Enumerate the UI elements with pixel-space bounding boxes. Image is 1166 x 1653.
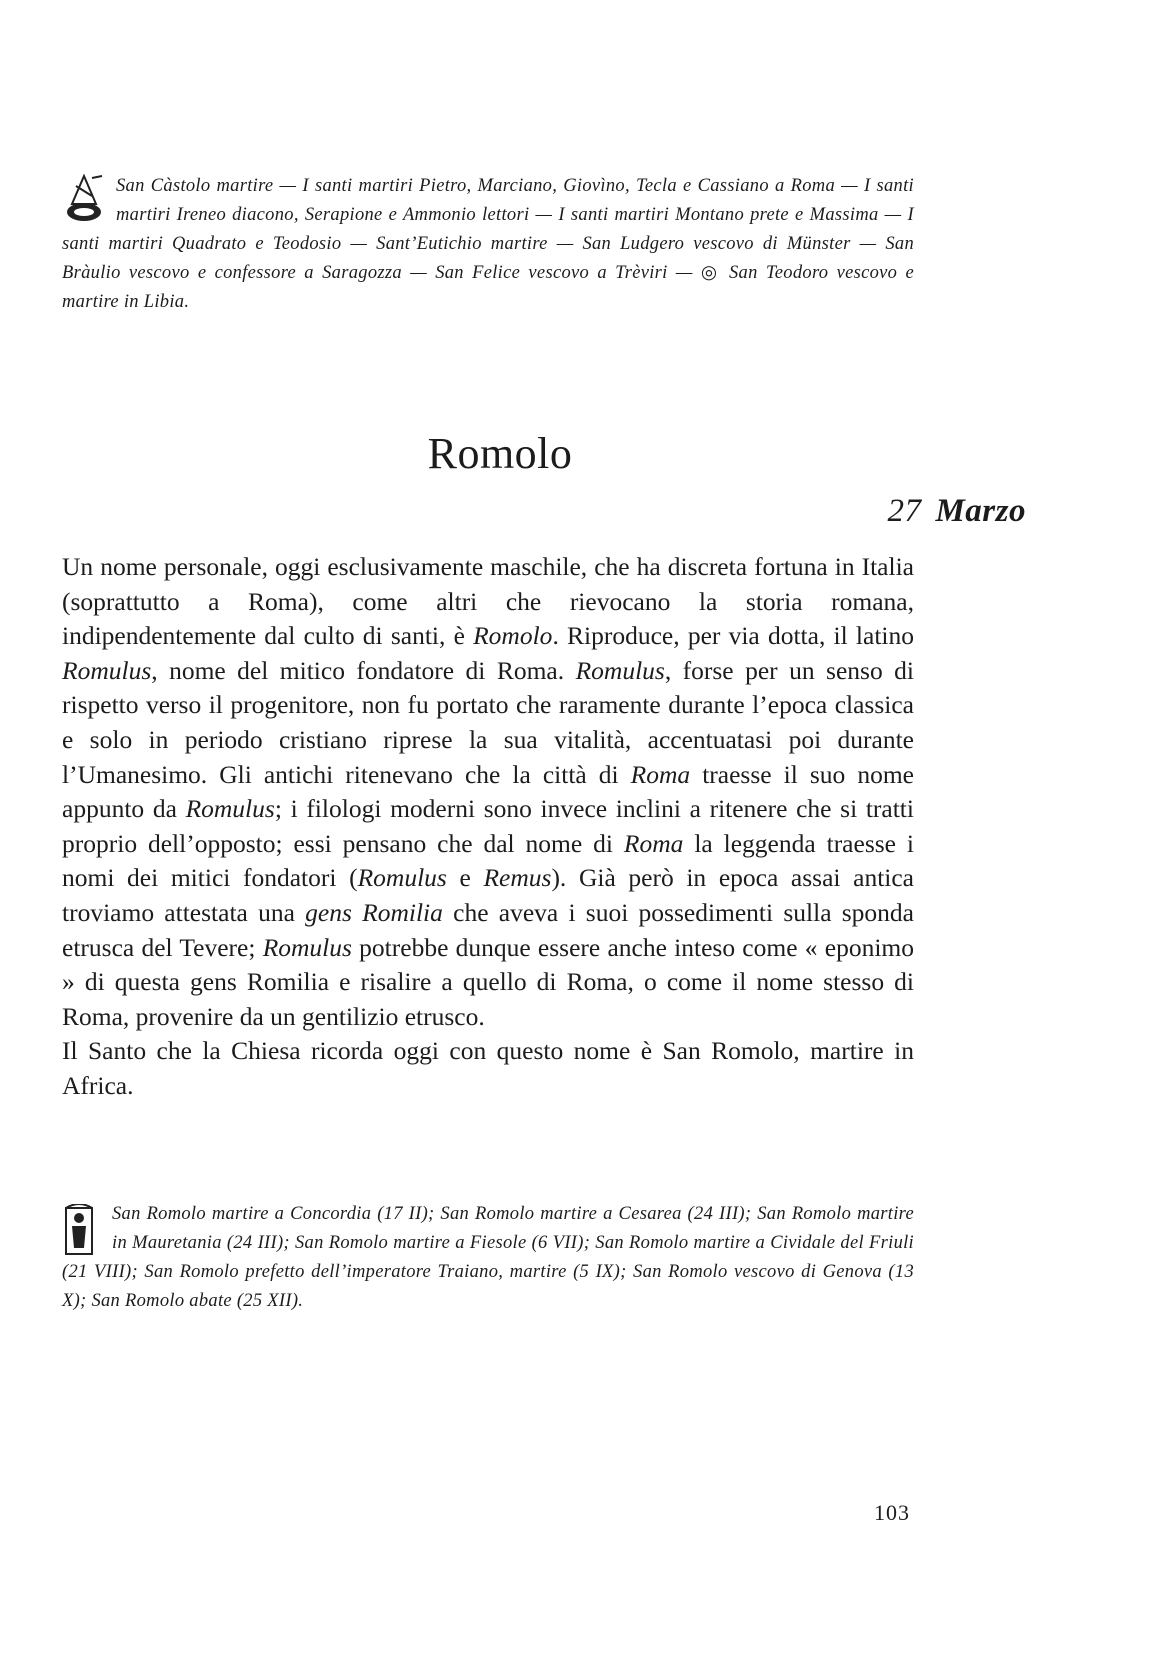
saints-list-text: San Càstolo martire — I santi martiri Pietro, Marciano, Giovìno, Tecla e Cassiano a Roma — I santi martiri Ireneo diacono, Serapione e Ammonio lettori — I santi martiri Montano prete e Massima — I santi martiri Quadrato e Teodosio — Sant’Eutichio martire — San Ludgero vescovo di Münster — San Bràulio vescovo e confessore a Saragozza — San Felice vescovo a Trèviri — ◎ San Teodoro vescovo e martire in Libia. [62, 176, 914, 312]
other-saints-text: San Romolo martire a Concordia (17 II); San Romolo martire a Cesarea (24 III); San Romolo martire in Mauretania (24 III); San Romolo martire a Fiesole (6 VII); San Romolo martire a Cividale del Friuli (21 VIII); San Romolo prefetto dell’imperatore Traiano, martire (5 IX); San Romolo vescovo di Genova (13 X); San Romolo abate (25 XII). [62, 1204, 914, 1311]
feast-date [887, 493, 1026, 530]
paragraph-etymology: Un nome personale, oggi esclusivamente maschile, che ha discreta fortuna in Italia (soprattutto a Roma), come altri che rievocano la storia romana, indipendentemente dal culto di santi, è Romolo. Riproduce, per via dotta, il latino Romulus, nome del mitico fondatore di Roma. Romulus, forse per un senso di rispetto verso il progenitore, non fu portato che raramente durante l’epoca classica e solo in periodo cristiano riprese la sua vitalità, accentuatasi poi durante l’Umanesimo. Gli antichi ritenevano che la città di Roma traesse il suo nome appunto da Romulus; i filologi moderni sono invece inclini a ritenere che si tratti proprio dell’opposto; essi pensano che dal nome di Roma la leggenda traesse i nomi dei mitici fondatori (Romulus e Remus). Già però in epoca assai antica troviamo attestata una gens Romilia che aveva i suoi possedimenti sulla sponda etrusca del Tevere; Romulus potrebbe dunque essere anche inteso come « eponimo » di questa gens Romilia e risalire a quello di Roma, o come il nome stesso di Roma, provenire da un gentilizio etrusco. [62, 552, 914, 1031]
page-number: 103 [874, 1500, 910, 1525]
page-title: Romolo [427, 429, 573, 478]
saint-emblem-icon [62, 174, 108, 226]
paragraph-saint: Il Santo che la Chiesa ricorda oggi con questo nome è San Romolo, martire in Africa. [62, 1036, 914, 1100]
saints-of-the-day-list [62, 172, 914, 317]
date-day: 27 [887, 493, 922, 529]
other-saints-list [62, 1200, 914, 1316]
name-origin-text [62, 550, 914, 1104]
saint-figure-icon [62, 1204, 98, 1258]
date-month: Marzo [935, 493, 1026, 529]
